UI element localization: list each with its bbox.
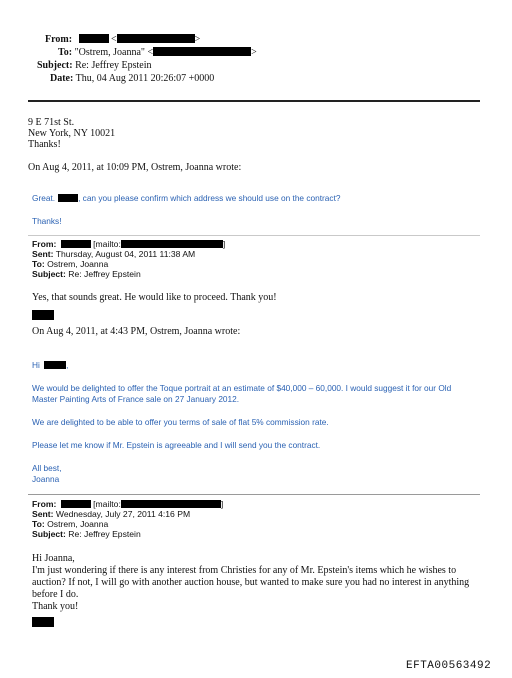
block2-thanks: Thank you! <box>32 601 79 612</box>
quote1-rest: , can you please confirm which address we should use on the contract? <box>78 193 341 203</box>
block1-mailto: [mailto: <box>93 239 121 249</box>
date-value: Thu, 04 Aug 2011 20:26:07 +0000 <box>75 73 215 84</box>
from-lt: < <box>111 34 117 45</box>
email-header-to <box>58 47 257 59</box>
reply-thanks: Thanks! <box>28 139 61 150</box>
date-label: Date: <box>50 73 74 84</box>
quote1-great: Great. <box>32 193 56 203</box>
block2-sent-label: Sent: <box>32 509 54 519</box>
block1-signature-redaction <box>32 306 54 324</box>
block2-line3: before I do. <box>32 589 79 600</box>
block2-sent-value: Wednesday, July 27, 2011 4:16 PM <box>55 509 191 519</box>
block2-to-label: To: <box>32 519 45 529</box>
redaction-box <box>153 47 251 56</box>
redaction-box <box>32 310 54 320</box>
to-label: To: <box>58 47 73 58</box>
quote2-para1-line2: Master Painting Arts of France sale on 27 January 2012. <box>32 394 240 404</box>
block1-to-label: To: <box>32 259 45 269</box>
block1-subject <box>32 270 141 280</box>
block1-subject-value: Re: Jeffrey Epstein <box>68 269 141 279</box>
email-header-subject <box>37 60 152 72</box>
redaction-box <box>121 239 226 249</box>
from-gt: > <box>194 34 201 45</box>
block1-sent-value: Thursday, August 04, 2011 11:38 AM <box>55 249 196 259</box>
block2-line1: I'm just wondering if there is any interest from Christies for any of Mr. Epstein's items which he wishes to <box>32 565 457 576</box>
address-line-1: 9 E 71st St. <box>28 117 75 128</box>
block2-subject <box>32 530 141 540</box>
email-header-from <box>45 34 200 46</box>
redaction-box <box>79 34 109 43</box>
block2-mailto-close: ] <box>220 499 224 509</box>
quote2-divider <box>28 494 480 495</box>
bates-number: EFTA00563492 <box>406 660 492 672</box>
quote2-hi-text: Hi <box>32 360 40 370</box>
quote1-thanks: Thanks! <box>32 216 62 226</box>
redaction-box <box>117 34 195 43</box>
quote2-hi <box>32 360 68 370</box>
block2-subject-value: Re: Jeffrey Epstein <box>68 529 141 539</box>
block2-to-value: Ostrem, Joanna <box>47 519 109 529</box>
block1-subject-label: Subject: <box>32 269 66 279</box>
block2-signature-redaction <box>32 613 54 631</box>
block1-body: Yes, that sounds great. He would like to proceed. Thank you! <box>32 292 277 303</box>
header-divider <box>28 100 480 102</box>
to-value: "Ostrem, Joanna" < <box>74 47 154 58</box>
quote2-name: Joanna <box>32 474 60 484</box>
block2-mailto: [mailto: <box>93 499 121 509</box>
redaction-box <box>44 360 69 370</box>
to-gt: > <box>251 47 257 58</box>
address-line-2: New York, NY 10021 <box>28 128 116 139</box>
wrote-line-2: On Aug 4, 2011, at 4:43 PM, Ostrem, Joanna wrote: <box>32 326 241 337</box>
subject-value: Re: Jeffrey Epstein <box>75 60 152 71</box>
redaction-box <box>32 617 54 627</box>
block2-line2: auction? If not, I will go with another auction house, but wanted to make sure you had no interest in anything <box>32 577 470 588</box>
redaction-box <box>121 499 224 509</box>
block2-subject-label: Subject: <box>32 529 66 539</box>
quote1-line <box>32 193 340 203</box>
redaction-box <box>61 500 91 508</box>
block1-to-value: Ostrem, Joanna <box>47 259 109 269</box>
block2-greeting: Hi Joanna, <box>32 553 75 564</box>
quote2-para3: Please let me know if Mr. Epstein is agreeable and I will send you the contract. <box>32 440 321 450</box>
quote2-hi-comma: , <box>66 360 69 370</box>
redaction-box <box>58 194 78 202</box>
block2-from-label: From: <box>32 499 57 509</box>
quote2-para2: We are delighted to be able to offer you terms of sale of flat 5% commission rate. <box>32 417 329 427</box>
email-header-date <box>50 73 214 85</box>
from-label: From: <box>45 34 73 45</box>
subject-label: Subject: <box>37 60 73 71</box>
quote2-para1-line1: We would be delighted to offer the Toque portrait at an estimate of $40,000 – 60,000. I would suggest it for our Old <box>32 383 452 393</box>
quote1-divider <box>28 235 480 236</box>
block1-mailto-close: ] <box>222 239 226 249</box>
wrote-line-1: On Aug 4, 2011, at 10:09 PM, Ostrem, Joanna wrote: <box>28 162 242 173</box>
block1-sent-label: Sent: <box>32 249 54 259</box>
quote2-signoff: All best, <box>32 463 62 473</box>
redaction-box <box>61 240 91 248</box>
block1-from-label: From: <box>32 239 57 249</box>
